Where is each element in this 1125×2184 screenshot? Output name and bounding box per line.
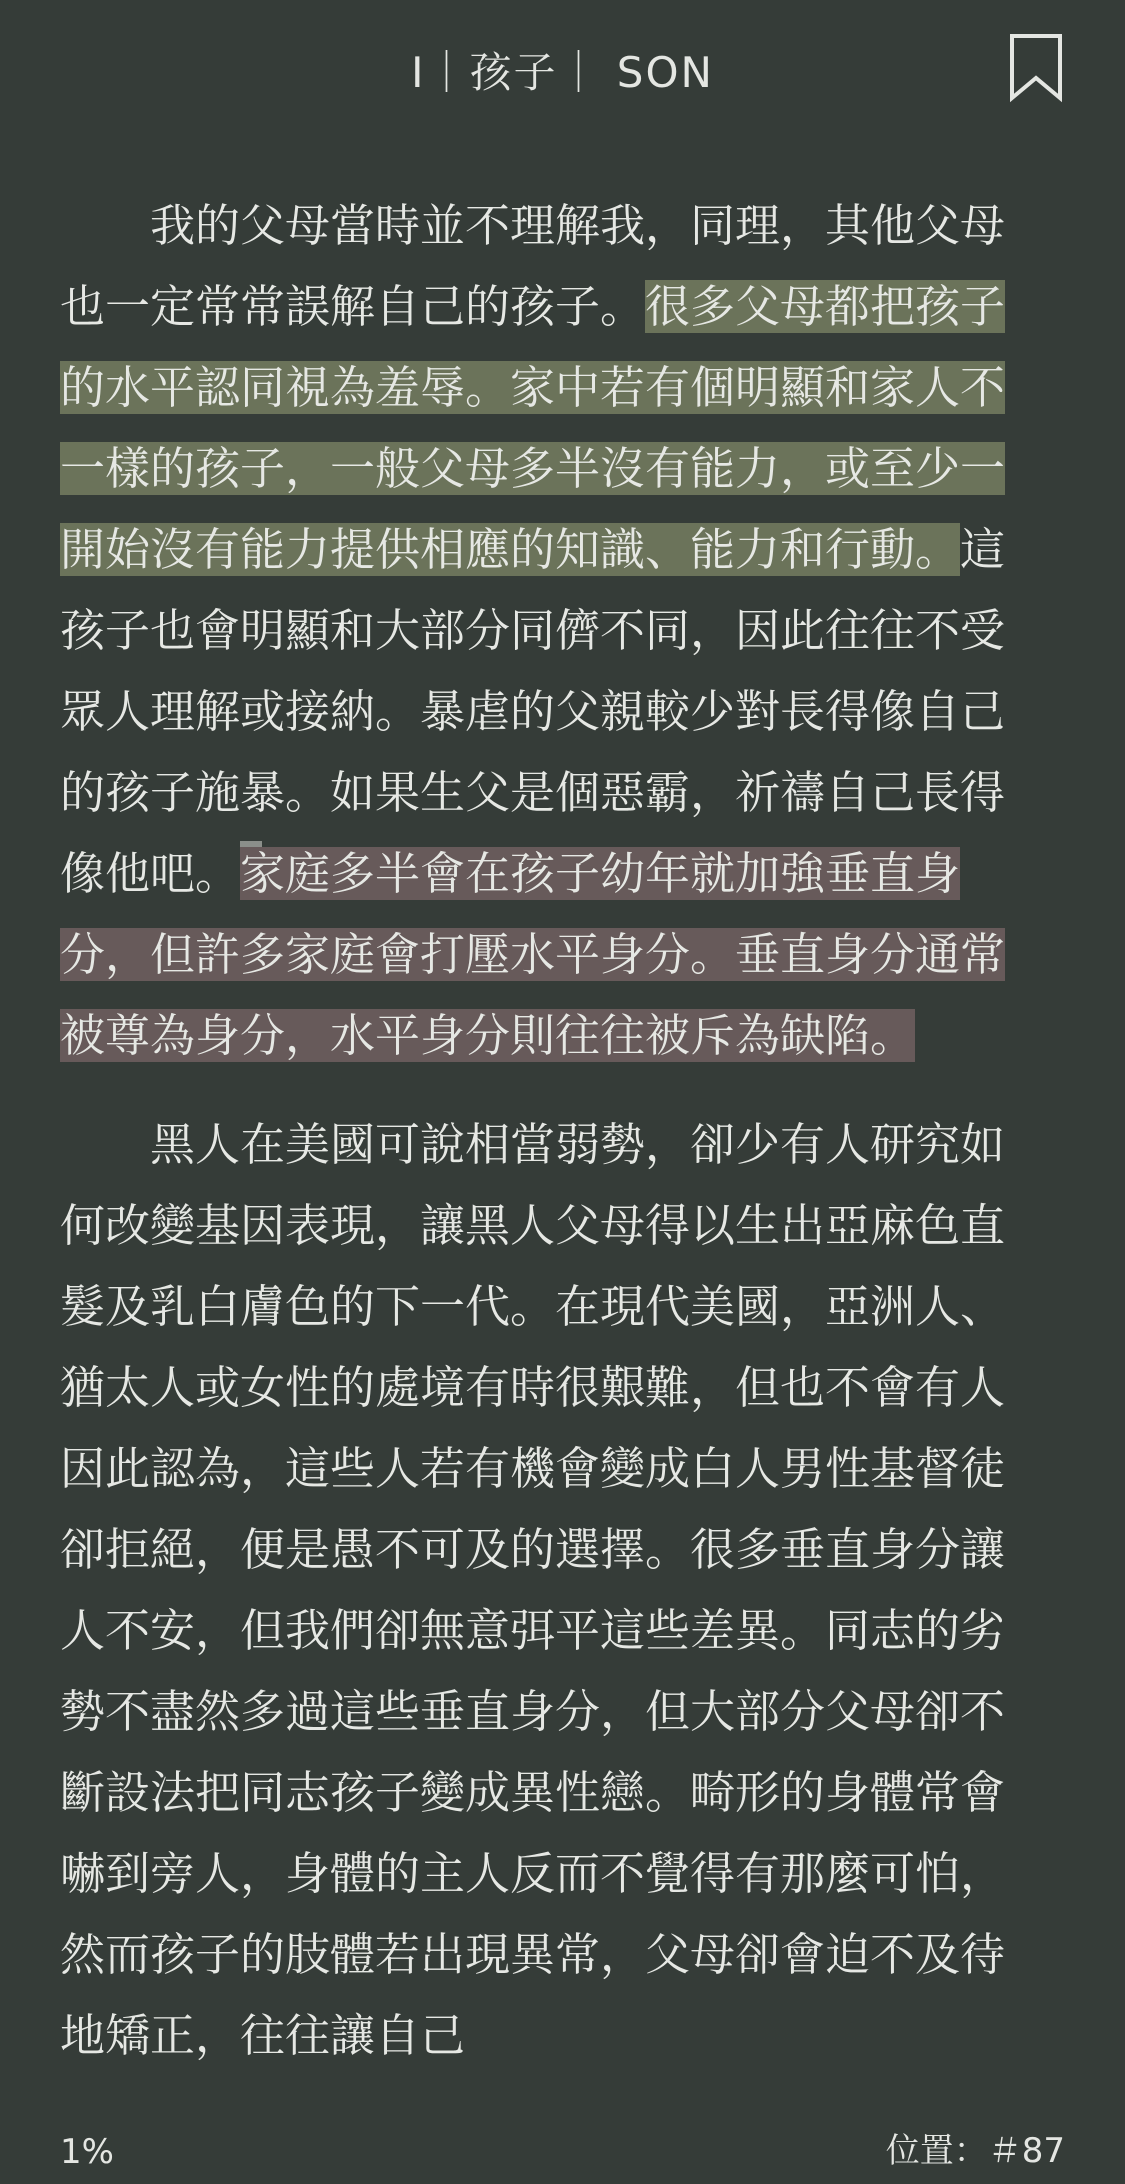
paragraph[interactable] [60, 1104, 1020, 2076]
text-run: 黑人在美國可說相當弱勢，卻少有人研究如何改變基因表現，讓黑人父母得以生出亞麻色直髮及乳白膚色的下一代。在現代美國，亞洲人、猶太人或女性的處境有時很艱難，但也不會有人因此認為，這些人若有機會變成白人男性基督徒卻拒絕，便是愚不可及的選擇。很多垂直身分讓人不安，但我們卻無意弭平這些差異。同志的劣勢不盡然多過這些垂直身分，但大部分父母卻不斷設法把同志孩子變成異性戀。畸形的身體常會嚇到旁人，身體的主人反而不覺得有那麼可怕，然而孩子的肢體若出現異常，父母卻會迫不及待地矯正，往往讓自己 [60, 1118, 1006, 2062]
reader-footer [0, 2124, 1125, 2184]
highlight-rose[interactable]: 家庭多半會在孩子幼年就加強垂直身分，但許多家庭會打壓水平身分。垂直身分通常被尊為身分，水平身分則往往被斥為缺陷。 [60, 847, 1006, 1062]
book-text[interactable] [60, 185, 1020, 2133]
highlight-green[interactable]: 很多父母都把孩子的水平認同視為羞辱。家中若有個明顯和家人不一樣的孩子，一般父母多半沒有能力，或至少一開始沒有能力提供相應的知識、能力和行動。 [60, 280, 1006, 576]
text-run: 這孩子也會明顯和大部分同儕不同，因此往往不受眾人理解或接納。暴虐的父親較少對長得像自己的孩子施暴。如果生父是個惡霸，祈禱自己長得像他吧。 [60, 523, 1006, 900]
text-run: 我的父母當時並不理解我，同理，其他父母也一定常常誤解自己的孩子。 [60, 199, 1006, 333]
paragraph[interactable] [60, 185, 1020, 1076]
bookmark-icon[interactable] [1008, 32, 1064, 104]
location-indicator: 位置：＃87 [885, 2131, 1065, 2171]
reader-header [0, 0, 1125, 130]
chapter-title: I｜孩子｜ SON [411, 48, 714, 97]
reading-progress: 1% [60, 2132, 114, 2172]
